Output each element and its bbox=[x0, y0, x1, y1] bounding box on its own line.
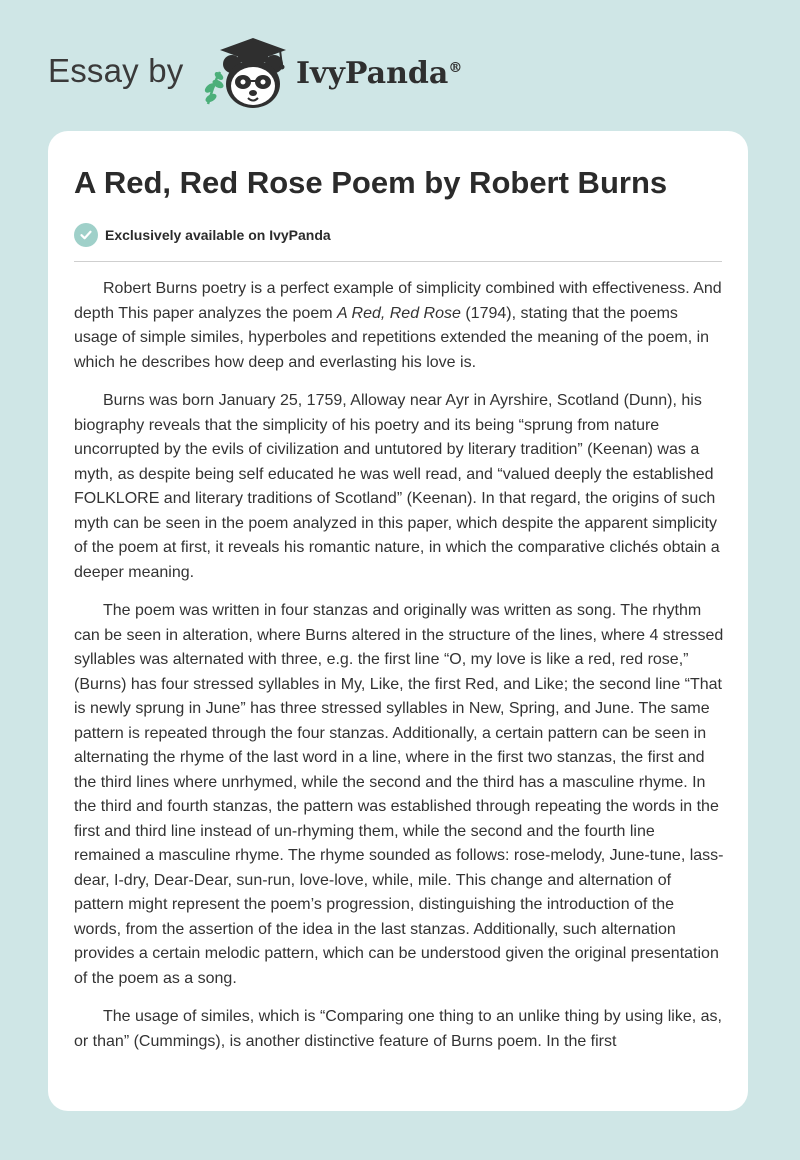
body-paragraph bbox=[74, 599, 724, 991]
paragraph-text: The poem was written in four stanzas and originally was written as song. The rhythm can be seen in alteration, where Burns altered in the structure of the lines, where 4 stressed syllables was alternated with three, e.g. the first line “O, my love is like a red, red rose,” (Burns) has four stressed syllables in My, Like, the first Red, and Like; the second line “That is newly sprung in June” has three stressed syllables in New, Spring, and June. The same pattern is repeated through the four stanzas. Additionally, a certain pattern can be seen in alternating the rhyme of the last word in a line, where in the first two stanzas, the first and the third lines where unrhymed, while the second and the third has a masculine rhyme. In the third and fourth stanzas, the pattern was established through repeating the words in the first and third line instead of un-rhyming them, while the second and the fourth line remained a masculine rhyme. The rhyme sounded as follows: rose-melody, June-tune, lass-dear, I-dry, Dear-Dear, sun-run, love-love, while, mile. This change and alternation of pattern might represent the poem’s progression, distinguishing the introduction of the words, from the assertion of the idea in the last stanzas. Additionally, such alternation provides a certain melodic pattern, which can be understood given the original presentation of the poem as a song. bbox=[74, 602, 724, 987]
paragraph-text: (1794), stating that the poems usage of simple similes, hyperboles and repetitions extended the meaning of the poem, in which he describes how deep and everlasting his love is. bbox=[74, 304, 710, 371]
panda-graduate-icon bbox=[198, 34, 290, 110]
essay-title: A Red, Red Rose Poem by Robert Burns bbox=[74, 165, 668, 200]
registered-mark: ® bbox=[448, 60, 463, 76]
exclusive-label: Exclusively available on IvyPanda bbox=[105, 227, 331, 243]
brand-header bbox=[48, 34, 468, 114]
body-paragraph bbox=[74, 389, 724, 585]
paragraph-text: Robert Burns poetry is a perfect example of simplicity combined with effectiveness. And depth This paper analyzes the poem bbox=[74, 280, 722, 322]
essay-card bbox=[48, 131, 748, 1111]
exclusive-badge bbox=[74, 222, 331, 248]
brand-name bbox=[296, 56, 462, 91]
divider bbox=[74, 261, 722, 262]
body-paragraph bbox=[74, 277, 724, 375]
body-paragraph bbox=[74, 1005, 724, 1054]
essay-body bbox=[74, 277, 724, 1068]
check-circle-icon bbox=[74, 223, 98, 247]
italic-text: A Red, Red Rose bbox=[336, 304, 461, 322]
essay-by-label: Essay by bbox=[48, 52, 184, 89]
paragraph-text: The usage of similes, which is “Comparing one thing to an unlike thing by using like, as, or than” (Cummings), is another distinctive feature of Burns poem. In the first bbox=[74, 1008, 722, 1050]
brand-name-text: IvyPanda bbox=[296, 56, 449, 91]
paragraph-text: Burns was born January 25, 1759, Alloway near Ayr in Ayrshire, Scotland (Dunn), his biography reveals that the simplicity of his poetry and its being “sprung from nature uncorrupted by the evils of civilization and untutored by literary tradition” (Keenan) was a myth, as despite being self educated he was well read, and “valued deeply the established FOLKLORE and literary traditions of Scotland” (Keenan). In that regard, the origins of such myth can be seen in the poem analyzed in this paper, which despite the apparent simplicity of the poem at first, it reveals his romantic nature, in which the comparative clichés obtain a deeper meaning. bbox=[74, 392, 720, 581]
